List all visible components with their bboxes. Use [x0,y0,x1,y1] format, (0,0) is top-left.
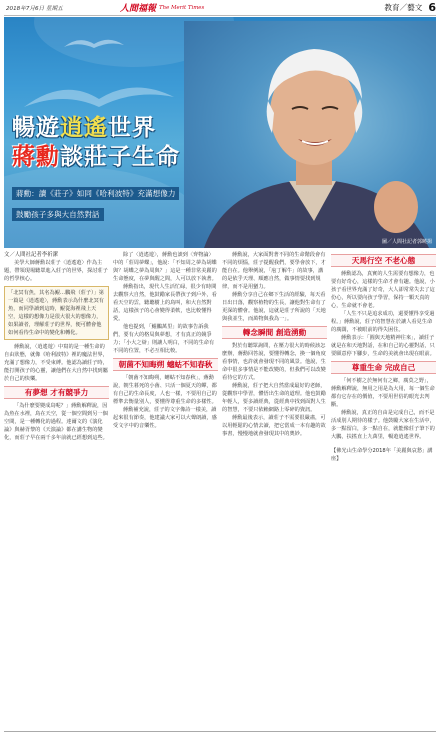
paragraph: 蔣勳最後表示，讀莊子不需要很嚴肅，可以用輕鬆的心情去讀，把它當成一本有趣的故事書，慢慢地就會發現其中的奧妙。 [222,415,326,437]
bird-icon [64,35,124,51]
subheadline-line-1: 蔣勳：讀《莊子》如同《哈利波特》充滿想像力 [12,187,179,200]
section-subhead: 尊重生命 完成自己 [331,361,436,374]
section-subhead: 轉念瞬間 創造湧動 [222,326,327,339]
paragraph: 「何不樹之於無何有之鄉，廣莫之野」，蔣勳解釋說，無用之用是為大用，每一個生命都有它存在的價值，不要用世俗的眼光去判斷。 [331,378,435,408]
logo-chinese: 人間福報 [120,4,157,14]
masthead [4,0,436,16]
paragraph: 蔣勳指出，現代人生活忙碌，很少有時間去觀察大自然，他鼓勵家長帶孩子到戶外，看看天空的雲，聽聽樹上的鳥叫，和大自然對話，這樣孩子的心會變得柔軟，也比較懂得愛。 [113,284,217,322]
article-column-3 [222,251,327,729]
article-column-2 [113,251,218,729]
subheadline-line-2: 鼓勵孩子多與大自然對話 [12,208,104,221]
paragraph: 美學大師蔣勳以莊子〈逍遙遊〉作為主題，帶領現場聽眾進入莊子的世界，探討莊子的哲學核心。 [4,260,108,282]
bottom-rule [4,731,436,732]
paragraph: 蔣勳說，〈逍遙遊〉中寫的是一種生命的自由狀態，就像《哈利波特》裡的魔法世界，充滿了想像力，不受束縛。他認為讀莊子時，能打開孩子的心靈，讓他們在大自然中找到屬於自己的快樂。 [4,344,108,382]
paragraph: 除了〈逍遙遊〉，蔣勳也談到〈齊物論〉中的「莊周夢蝶」，他說：「不知周之夢為胡蝶與？胡蝶之夢為周與？」這是一種非常美麗的生命態度，在夢與醒之間，人可以放下執著。 [113,252,217,282]
headline-highlight: 蔣勳 [12,143,60,170]
newspaper-logo [120,1,204,14]
quote-box [4,286,109,340]
paragraph: 「人生不只是追求成功，還要懂得享受過程。」蔣勳說，莊子的智慧在於讓人看見生命的廣闊，不被眼前的得失困住。 [331,311,435,333]
paragraph: 蔣勳說，真正的自由是完成自己，而不是活成別人期待的樣子。他鼓勵大家在生活中，多一點留白，多一點自在，就能像莊子筆下的大鵬，扶搖直上九萬里，暢遊逍遙世界。 [331,410,435,440]
section-subhead: 朝菌不知晦朔 蟪蛄不知春秋 [113,358,218,371]
page-number: 6 [428,1,436,14]
paragraph: 對於有聽眾詢問，在壓力很大的時候該怎麼辦，蔣勳回答說，要懂得轉念，換一個角度看事情，也許就會發現不同的風景。他說，生命中很多事情是不能改變的，但我們可以改變看待它的方式。 [222,343,326,381]
issue-date: 2018年7月6日 星期五 [6,5,63,12]
article-body [4,251,436,729]
photo-credit: 圖／人間社記者郭曉揚 [381,239,432,245]
paragraph: 蔣勳補充說，莊子的文字像詩一樣美，讀起來很有節奏，他建議大家可以大聲朗讀，感受文字中的音樂性。 [113,407,217,429]
article-footnote: 【佛光山生命學分2018年「美麗與哀愁」講座】 [331,448,433,462]
headline-highlight: 逍遙 [60,114,108,141]
paragraph: 「為什麼要變成鳥呢？」蔣勳解釋說，因為魚在水裡，鳥在天空，從一個空間到另一個空間，是一種轉化的過程。達爾文的《演化論》與赫胥黎的《天演論》都在講生物的變化，而莊子早在兩千多年前就已經想到這些。 [4,403,108,441]
paragraph: 「朝菌不知晦朔，蟪蛄不知春秋」，蔣勳說，朝生暮死的小菌、只活一個夏天的蟬，都有自己的生命長度，人也一樣，不要用自己的標準去衡量別人，要懂得尊重生命的多樣性。 [113,375,217,405]
headline-line-2 [12,142,180,171]
headline-line-1 [12,113,180,142]
headline-text: 暢遊 [12,114,60,141]
section-subhead: 天馬行空 不老心態 [331,254,436,267]
paragraph: 蔣勳分享自己在鄉下生活的經驗，每天看日出日落，觀察植物的生長，讓他對生命有了更深的體會。他說，這就是莊子所說的「天地與我並生，而萬物與我為一」。 [222,292,326,322]
logo-english: The Merit Times [159,4,205,11]
section-name: 教育／藝文 [384,3,423,12]
bird-icon [24,77,174,117]
headline-block [12,113,180,223]
paragraph: 蔣勳表示：「圓與天地精神往來」，讀莊子就是在和天地對話，在和自己的心靈對話，只要願意停下腳步，生命的美就會出現在眼前。 [331,335,435,357]
article-column-4 [331,251,436,729]
speaker-portrait [184,21,436,248]
paragraph: 他也提到，「鯤鵬萬里」的故事告訴我們，要有大的格局與夢想，才有真正的競爭力；「小大之辯」則讓人明白，不同的生命有不同的位置，不必互相比較。 [113,324,215,354]
subheadline [12,181,180,223]
paragraph: 「北冥有魚，其名為鯤…鵬飛（莊子）」第一篇是〈逍遙遊〉，蔣勳表示為什麼北冥有魚，而同學讀到這時，鯤從海裡飛上天空，這樣的想像力是很大很大的想像力，如果讀者，理解莊子的世界，便可體會他如何看待生命中的變化和轉化。 [8,290,104,336]
byline: 文／人間社記者李祈潔 [4,252,58,258]
hero-banner [4,17,436,248]
headline-text: 世界 [108,114,156,141]
headline-text: 談莊子生命 [60,143,180,170]
article-column-1 [4,251,109,729]
paragraph: 蔣勳說，大家面對著不同的生命階段會有不同的煩惱，莊子提醒我們，要學會放下，才能自在。他舉例說，「庖丁解牛」的故事，講的是依乎天理、順應自然，做事情要找到規律，而不是用蠻力。 [222,252,326,290]
section-subhead: 有夢想 才有競爭力 [4,386,109,399]
paragraph: 蔣勳認為，真實的人生需要有想像力，也要有好奇心，這樣的生命才會有趣。他說，小孩子看世界充滿了好奇，大人卻常常失去了這份心，所以要向孩子學習，保持一顆天真的心，生命就不會老。 [331,271,435,309]
paragraph: 蔣勳說，莊子把大自然當成最好的老師，從觀察中學習，體悟出生命的道理。他也鼓勵年輕人，要多讀經典，從經典中找到面對人生的智慧，不要只依賴網路上零碎的資訊。 [222,383,326,413]
